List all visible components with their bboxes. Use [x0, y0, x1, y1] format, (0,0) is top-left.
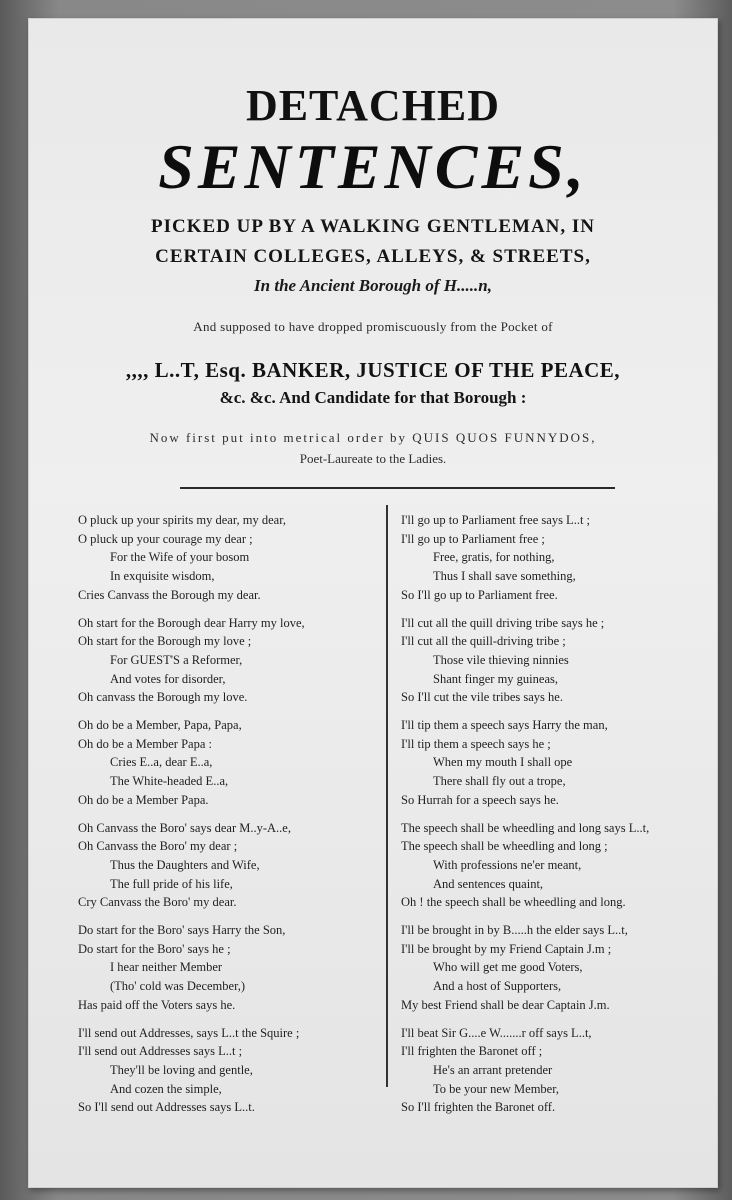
verse-line: They'll be loving and gentle, — [110, 1062, 253, 1077]
verse-line: My best Friend shall be dear Captain J.m. — [401, 997, 610, 1012]
verse-line: There shall fly out a trope, — [433, 774, 566, 789]
stanza — [78, 614, 378, 708]
verse-line: Oh do be a Member Papa : — [78, 736, 212, 751]
verse-line: And a host of Supporters, — [433, 979, 562, 994]
verse-line: I'll be brought in by B.....h the elder says L..t, — [401, 923, 628, 938]
verse-line: Oh start for the Borough dear Harry my love, — [78, 615, 305, 630]
verse-line: So Hurrah for a speech says he. — [401, 792, 559, 807]
verse-line: I'll send out Addresses, says L..t the Squire ; — [78, 1025, 300, 1040]
verse-line: In exquisite wisdom, — [110, 569, 215, 584]
verse-line: O pluck up your spirits my dear, my dear, — [78, 513, 286, 527]
verse-line: I'll beat Sir G....e W.......r off says L..t, — [401, 1025, 592, 1040]
verse-line: So I'll go up to Parliament free. — [401, 587, 558, 602]
verse-line: Cries E..a, dear E..a, — [110, 755, 213, 770]
column-divider — [386, 505, 388, 1087]
verse-line: So I'll frighten the Baronet off. — [401, 1100, 556, 1115]
verse-line: Oh Canvass the Boro' says dear M..y-A..e, — [78, 820, 291, 835]
broadside-sheet — [28, 18, 718, 1188]
verse-line: I'll send out Addresses says L..t ; — [78, 1044, 243, 1059]
verse-line: I hear neither Member — [110, 960, 223, 975]
verse-line: To be your new Member, — [433, 1081, 560, 1096]
stanza — [78, 921, 378, 1015]
verse-line: The speech shall be wheedling and long says L..t, — [401, 820, 650, 835]
verse-line: Cry Canvass the Boro' my dear. — [78, 895, 237, 910]
stanza — [401, 614, 713, 708]
verse-line: Oh ! the speech shall be wheedling and long. — [401, 895, 626, 910]
verse-line: With professions ne'er meant, — [433, 857, 582, 872]
stanza — [401, 819, 713, 913]
poet-line: Poet-Laureate to the Ladies. — [299, 451, 447, 466]
verse-line: When my mouth I shall ope — [433, 755, 573, 770]
subtitle-line-1: PICKED UP BY A WALKING GENTLEMAN, IN — [150, 216, 596, 237]
verse-line: And cozen the simple, — [110, 1081, 222, 1096]
verse-line: The White-headed E..a, — [110, 774, 229, 789]
verse-line: For GUEST'S a Reformer, — [110, 652, 243, 667]
verse-line: And votes for disorder, — [110, 671, 226, 686]
verse-line: I'll tip them a speech says he ; — [401, 736, 551, 751]
verse-line: For the Wife of your bosom — [110, 550, 250, 565]
verse-line: Free, gratis, for nothing, — [433, 550, 555, 565]
verse-line: Oh do be a Member Papa. — [78, 792, 209, 807]
verse-line: Oh start for the Borough my love ; — [78, 634, 252, 649]
header-divider — [180, 487, 615, 489]
verse-line: I'll go up to Parliament free ; — [401, 531, 545, 546]
verse-line: Those vile thieving ninnies — [433, 652, 569, 667]
verse-line: I'll be brought by my Friend Captain J.m ; — [401, 941, 612, 956]
verse-line: And sentences quaint, — [433, 876, 544, 891]
verse-line: Cries Canvass the Borough my dear. — [78, 587, 261, 602]
verse-line: Oh Canvass the Boro' my dear ; — [78, 839, 238, 854]
subtitle-line-2: CERTAIN COLLEGES, ALLEYS, & STREETS, — [155, 246, 591, 267]
verse-line: Thus the Daughters and Wife, — [110, 857, 260, 872]
title-line-1: DETACHED — [245, 81, 501, 130]
right-column — [401, 511, 713, 1126]
stanza — [78, 819, 378, 913]
stanza — [401, 716, 713, 810]
place-line: In the Ancient Borough of H.....n, — [254, 276, 492, 295]
verse-line: O pluck up your courage my dear ; — [78, 531, 253, 546]
verse-line: Do start for the Boro' says he ; — [78, 941, 231, 956]
left-column — [78, 511, 378, 1126]
verse-line: Oh do be a Member, Papa, Papa, — [78, 718, 242, 733]
verse-line: I'll cut all the quill driving tribe says he ; — [401, 615, 605, 630]
stanza — [78, 1024, 378, 1118]
verse-line: I'll cut all the quill-driving tribe ; — [401, 634, 566, 649]
banker-line: ,,,, L..T, Esq. BANKER, JUSTICE OF THE PEACE, — [125, 358, 621, 382]
verse-line: So I'll send out Addresses says L..t. — [78, 1100, 255, 1115]
title-line-2: SENTENCES, — [158, 131, 588, 202]
supposed-line: And supposed to have dropped promiscuously from the Pocket of — [193, 319, 553, 334]
stanza — [401, 511, 713, 605]
stanza — [78, 716, 378, 810]
verse-line: I'll go up to Parliament free says L..t ; — [401, 513, 591, 527]
candidate-line: &c. &c. And Candidate for that Borough : — [219, 388, 527, 407]
verse-line: Do start for the Boro' says Harry the Son, — [78, 923, 286, 938]
verse-line: Thus I shall save something, — [433, 569, 576, 584]
verse-line: He's an arrant pretender — [433, 1062, 553, 1077]
stanza — [401, 1024, 713, 1118]
metrical-line: Now first put into metrical order by QUIS QUOS FUNNYDOS, — [149, 430, 597, 445]
verse-line: Oh canvass the Borough my love. — [78, 690, 248, 705]
verse-line: Has paid off the Voters says he. — [78, 997, 236, 1012]
verse-line: So I'll cut the vile tribes says he. — [401, 690, 563, 705]
verse-line: Shant finger my guineas, — [433, 671, 558, 686]
stanza — [401, 921, 713, 1015]
verse-line: The speech shall be wheedling and long ; — [401, 839, 608, 854]
verse-line: I'll tip them a speech says Harry the man, — [401, 718, 608, 733]
stanza — [78, 511, 378, 605]
verse-line: The full pride of his life, — [110, 876, 233, 891]
verse-line: I'll frighten the Baronet off ; — [401, 1044, 543, 1059]
verse-line: (Tho' cold was December,) — [110, 979, 246, 994]
verse-line: Who will get me good Voters, — [433, 960, 583, 975]
